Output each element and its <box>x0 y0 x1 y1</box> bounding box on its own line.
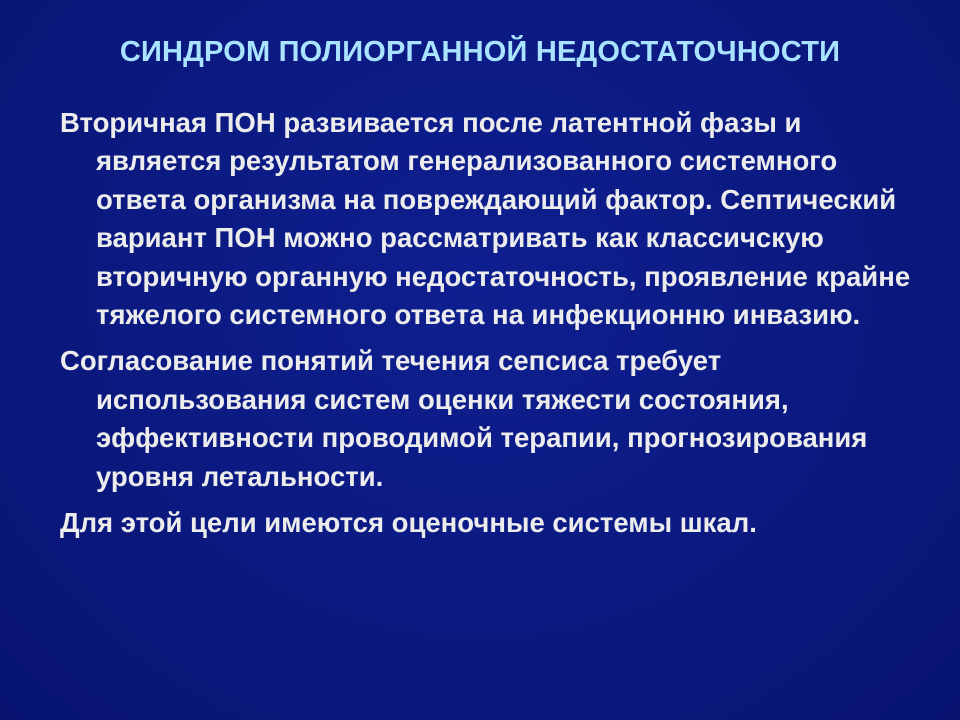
paragraph-secondary-mof: Вторичная ПОН развивается после латентной фазы и является результатом генерализованного системного ответа организма на повреждающий фактор. Септический вариант ПОН можно рассматривать как классичскую вторичную органную недостаточность, проявление крайне тяжелого системного ответа на инфекционню инвазию. <box>60 107 911 331</box>
slide-title: СИНДРОМ ПОЛИОРГАННОЙ НЕДОСТАТОЧНОСТИ <box>119 36 841 68</box>
paragraph-sepsis-concepts: Согласование понятий течения сепсиса требует использования систем оценки тяжести состояния, эффективности проводимой терапии, прогнозирования уровня летальности. <box>60 345 868 492</box>
slide-body <box>60 104 920 542</box>
paragraph-scoring-systems: Для этой цели имеются оценочные системы шкал. <box>60 507 757 539</box>
